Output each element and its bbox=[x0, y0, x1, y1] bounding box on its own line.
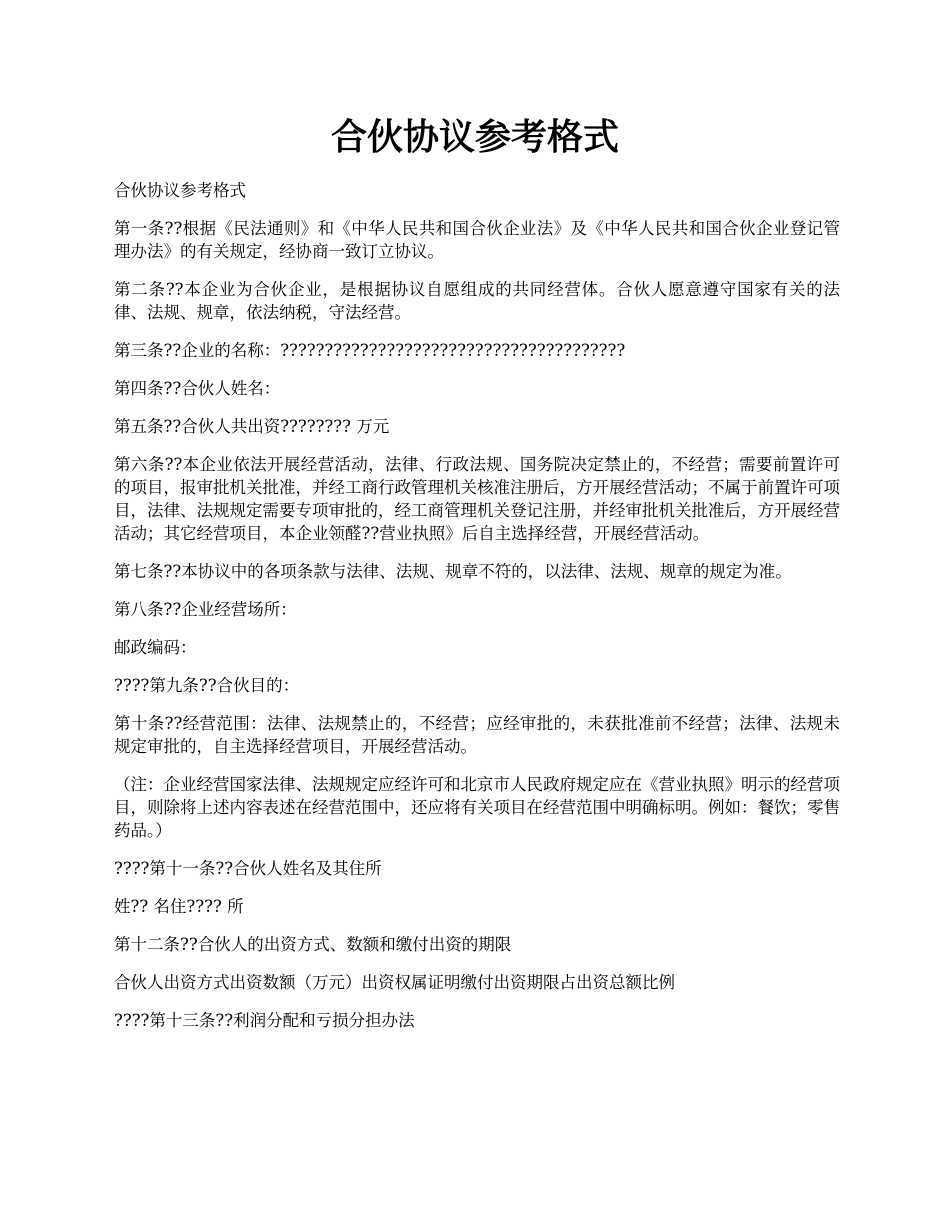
document-title: 合伙协议参考格式 bbox=[330, 116, 619, 158]
paragraph-name-address: 姓?? 名住???? 所 bbox=[114, 897, 244, 916]
paragraph-contribution-headers: 合伙人出资方式出资数额（万元）出资权属证明缴付出资期限占出资总额比例 bbox=[114, 973, 675, 992]
paragraph-article-1: 第一条??根据《民法通则》和《中华人民共和国合伙企业法》及《中华人民共和国合伙企业登记管理办法》的有关规定，经协商一致订立协议。 bbox=[114, 219, 840, 261]
paragraph-article-8: 第八条??企业经营场所： bbox=[114, 600, 297, 619]
paragraph-article-2: 第二条??本企业为合伙企业，是根据协议自愿组成的共同经营体。合伙人愿意遵守国家有关的法律、法规、规章，依法纳税，守法经营。 bbox=[114, 280, 840, 322]
paragraph-article-6: 第六条??本企业依法开展经营活动，法律、行政法规、国务院决定禁止的，不经营；需要前置许可的项目，报审批机关批准，并经工商行政管理机关核准注册后，方开展经营活动；不属于前置许可项目，法律、法规规定需要专项审批的，经工商管理机关登记注册，并经审批机关批准后，方开展经营活动；其它经营项目，本企业领醛??营业执照》后自主选择经营，开展经营活动。 bbox=[114, 455, 840, 543]
paragraph-postal-code: 邮政编码： bbox=[114, 638, 197, 657]
paragraph-article-13: ????第十三条??利润分配和亏损分担办法 bbox=[114, 1011, 415, 1030]
paragraph-article-11: ????第十一条??合伙人姓名及其住所 bbox=[114, 859, 382, 878]
paragraph-note: （注：企业经营国家法律、法规规定应经许可和北京市人民政府规定应在《营业执照》明示的经营项目，则除将上述内容表述在经营范围中，还应将有关项目在经营范围中明确标明。例如：餐饮；零售药品。） bbox=[114, 775, 840, 840]
paragraph-article-10: 第十条??经营范围：法律、法规禁止的，不经营；应经审批的，未获批准前不经营；法律、法规未规定审批的，自主选择经营项目，开展经营活动。 bbox=[114, 714, 840, 756]
document-body bbox=[114, 179, 840, 1047]
paragraph-subtitle: 合伙协议参考格式 bbox=[114, 181, 246, 200]
paragraph-article-7: 第七条??本协议中的各项条款与法律、法规、规章不符的，以法律、法规、规章的规定为准。 bbox=[114, 562, 792, 581]
paragraph-article-12: 第十二条??合伙人的出资方式、数额和缴付出资的期限 bbox=[114, 935, 512, 954]
paragraph-article-9: ????第九条??合伙目的： bbox=[114, 676, 300, 695]
paragraph-article-4: 第四条??合伙人姓名： bbox=[114, 379, 281, 398]
paragraph-article-5: 第五条??合伙人共出资???????? 万元 bbox=[114, 417, 390, 436]
paragraph-article-3: 第三条??企业的名称：??????????????????????????????????????? bbox=[114, 341, 626, 360]
